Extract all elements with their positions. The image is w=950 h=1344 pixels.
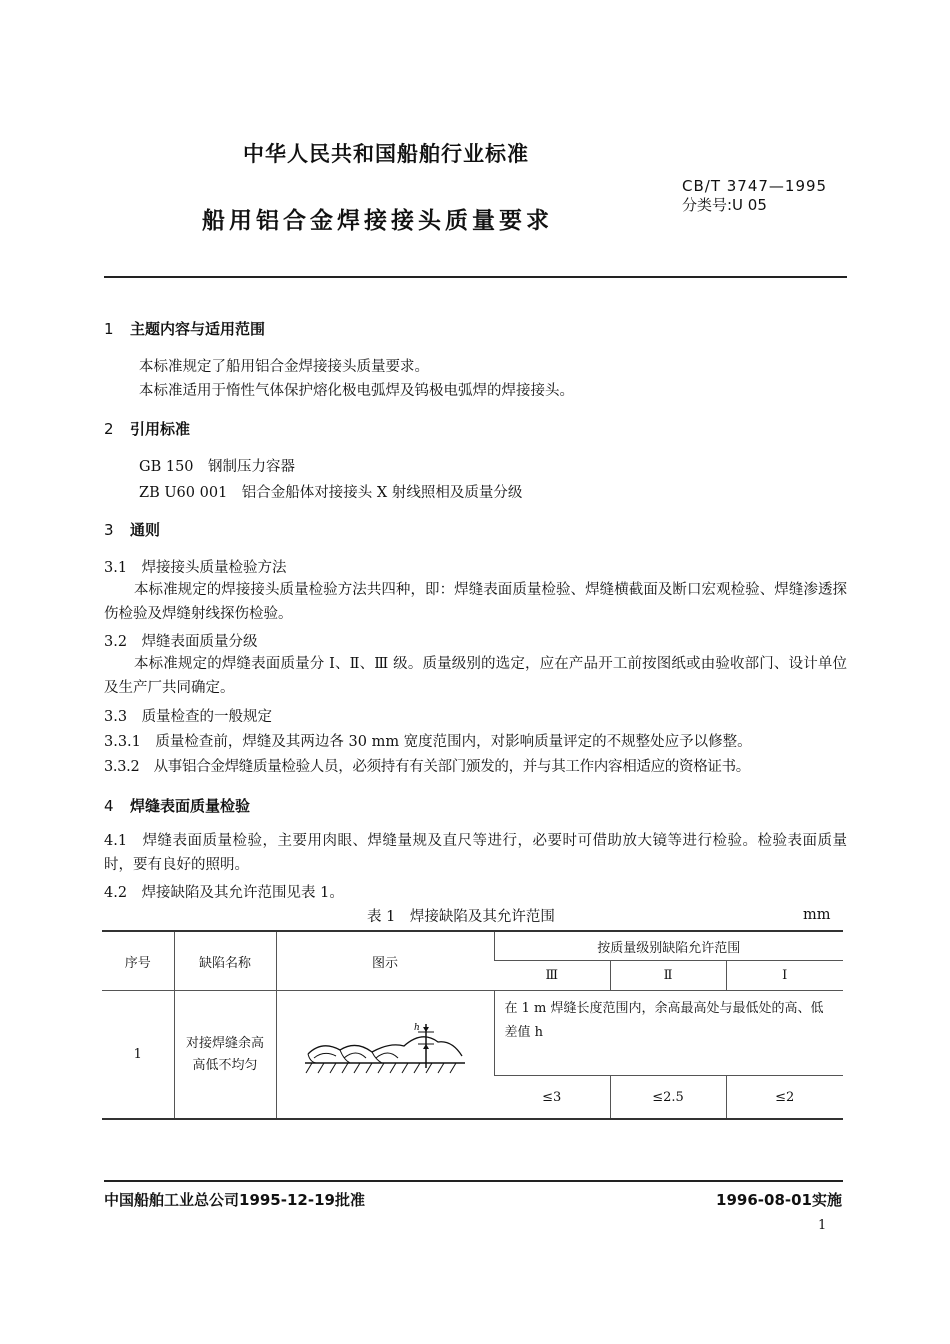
- header-grade-3: Ⅲ: [494, 961, 610, 991]
- value-grade-2: ≤2.5: [610, 1076, 726, 1120]
- section-4-heading: [104, 795, 250, 816]
- subsection-3-2-heading: [104, 630, 258, 651]
- clause-text: 质量检查前，焊缝及其两边各 30 mm 宽度范围内，对影响质量评定的不规整处应予以修整。: [155, 734, 752, 750]
- clause-text: 焊接缺陷及其允许范围见表 1。: [141, 885, 344, 901]
- clause-3-3-2: [104, 755, 849, 776]
- value-grade-3: ≤3: [494, 1076, 610, 1120]
- section-3-heading: [104, 519, 160, 540]
- subsection-3-3-heading: [104, 705, 272, 726]
- approval-note: 中国船舶工业总公司1995-12-19批准: [104, 1191, 365, 1209]
- header-grade-1: Ⅰ: [726, 961, 843, 991]
- page-title: 船用铝合金焊接接头质量要求: [202, 208, 553, 234]
- clause-text: 焊缝表面质量检验，主要用肉眼、焊缝量规及直尺等进行，必要时可借助放大镜等进行检验。检验表面质量时，要有良好的照明。: [104, 833, 847, 873]
- clause-4-2: [104, 881, 344, 902]
- paragraph: 本标准规定的焊缝表面质量分 Ⅰ、Ⅱ、Ⅲ 级。质量级别的选定，应在产品开工前按图纸或由验收部门、设计单位及生产厂共同确定。: [104, 656, 847, 696]
- header-range: 按质量级别缺陷允许范围: [494, 931, 843, 961]
- section-title: 通则: [130, 521, 161, 539]
- clause-number: 3.3.1: [104, 734, 141, 750]
- effective-date: 1996-08-01实施: [716, 1191, 842, 1209]
- clause-text: 从事铝合金焊缝质量检验人员，必须持有有关部门颁发的，并与其工作内容相适应的资格证书。: [153, 759, 751, 775]
- paragraph: 本标准规定的焊接接头质量检验方法共四种，即：焊缝表面质量检验、焊缝横截面及断口宏观检验、焊缝渗透探伤检验及焊缝射线探伤检验。: [104, 582, 847, 622]
- row-figure: [276, 991, 494, 1120]
- dimension-label: h: [414, 1022, 420, 1033]
- subsection-title: 焊接接头质量检验方法: [141, 560, 287, 576]
- header-name: 缺陷名称: [174, 931, 276, 991]
- section-title: 主题内容与适用范围: [130, 320, 266, 338]
- clause-4-1: [104, 829, 847, 877]
- classification-code: 分类号:U 05: [682, 196, 767, 214]
- subsection-3-1-heading: [104, 556, 287, 577]
- table-caption: 表 1 焊接缺陷及其允许范围: [367, 909, 555, 925]
- footer-divider: [104, 1180, 843, 1182]
- page-number: 1: [818, 1218, 827, 1233]
- section-number: 4: [104, 797, 114, 815]
- section-title: 引用标准: [130, 420, 191, 438]
- defect-table: [102, 930, 843, 1120]
- section-title: 焊缝表面质量检验: [130, 797, 251, 815]
- paragraph: 本标准适用于惰性气体保护熔化极电弧焊及钨极电弧焊的焊接接头。: [139, 383, 574, 399]
- reference-item: GB 150 钢制压力容器: [139, 459, 296, 475]
- paragraph: 本标准规定了船用铝合金焊接接头质量要求。: [139, 359, 429, 375]
- defect-name-line: 高低不均匀: [192, 1057, 258, 1073]
- section-number: 3: [104, 521, 114, 539]
- clause-number: 4.2: [104, 885, 128, 901]
- subsection-title: 焊缝表面质量分级: [141, 634, 258, 650]
- section-number: 1: [104, 320, 114, 338]
- clause-3-3-1: [104, 730, 849, 751]
- reference-item: ZB U60 001 铝合金船体对接接头 X 射线照相及质量分级: [139, 485, 523, 501]
- section-2-heading: [104, 418, 190, 439]
- subsection-number: 3.2: [104, 634, 128, 650]
- subsection-number: 3.1: [104, 560, 128, 576]
- header-figure: 图示: [276, 931, 494, 991]
- standard-org: 中华人民共和国船舶行业标准: [243, 142, 529, 166]
- table-unit: mm: [803, 907, 831, 923]
- section-number: 2: [104, 420, 114, 438]
- header-no: 序号: [102, 931, 174, 991]
- header-divider: [104, 276, 847, 278]
- defect-name-line: 对接焊缝余高: [185, 1035, 264, 1051]
- subsection-number: 3.3: [104, 709, 128, 725]
- clause-number: 4.1: [104, 833, 128, 849]
- header-grade-2: Ⅱ: [610, 961, 726, 991]
- row-defect-name: [174, 991, 276, 1120]
- clause-number: 3.3.2: [104, 759, 140, 775]
- subsection-title: 质量检查的一般规定: [141, 709, 273, 725]
- section-1-heading: [104, 318, 265, 339]
- weld-reinforcement-figure: [300, 1018, 470, 1088]
- row-no: 1: [102, 991, 174, 1120]
- row-requirement: 在 1 m 焊缝长度范围内，余高最高处与最低处的高、低差值 h: [494, 991, 843, 1076]
- value-grade-1: ≤2: [726, 1076, 843, 1120]
- standard-code: CB/T 3747—1995: [682, 177, 828, 195]
